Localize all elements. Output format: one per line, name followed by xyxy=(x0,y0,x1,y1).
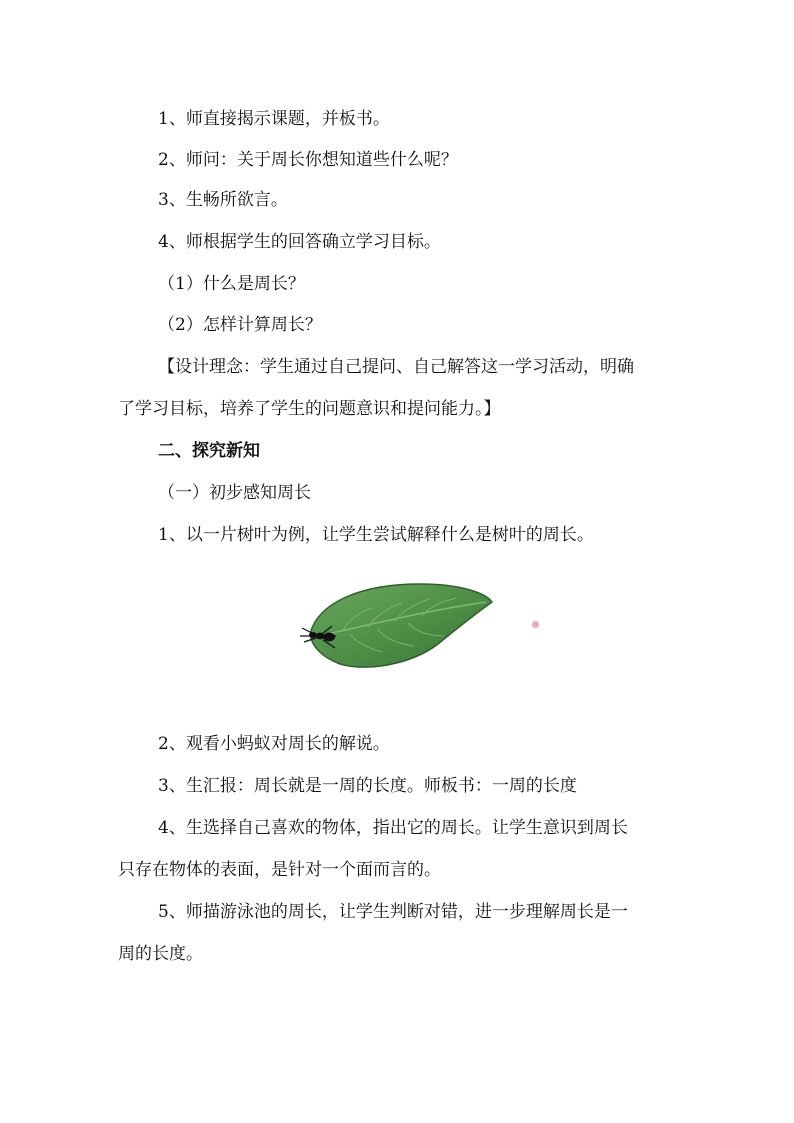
design-concept-line-2: 了学习目标，培养了学生的问题意识和提问能力。】 xyxy=(118,399,501,419)
step-1-text: 1、师直接揭示课题，并板书。 xyxy=(158,109,390,129)
pink-dot-icon xyxy=(531,614,540,623)
leaf-icon xyxy=(290,578,550,678)
step-4-text: 4、师根据学生的回答确立学习目标。 xyxy=(158,232,441,252)
goal-2-text: （2）怎样计算周长？ xyxy=(158,315,322,335)
activity-2-text: 2、观看小蚂蚁对周长的解说。 xyxy=(158,734,390,754)
activity-5-line-1: 5、师描游泳池的周长，让学生判断对错，进一步理解周长是一 xyxy=(158,902,628,922)
activity-4-line-1: 4、生选择自己喜欢的物体，指出它的周长。让学生意识到周长 xyxy=(158,818,628,838)
step-3-text: 3、生畅所欲言。 xyxy=(158,190,288,210)
activity-4-line-2: 只存在物体的表面，是针对一个面而言的。 xyxy=(118,860,441,880)
activity-5-line-2: 周的长度。 xyxy=(118,944,203,964)
goal-1-text: （1）什么是周长？ xyxy=(158,274,305,294)
subsection-heading: （一）初步感知周长 xyxy=(158,483,311,503)
section-heading: 二、探究新知 xyxy=(158,441,260,461)
leaf-with-ant-image xyxy=(290,578,550,678)
design-concept-line-1: 【设计理念：学生通过自己提问、自己解答这一学习活动，明确 xyxy=(158,357,634,377)
activity-3-text: 3、生汇报：周长就是一周的长度。师板书：一周的长度 xyxy=(158,776,577,796)
activity-1-text: 1、以一片树叶为例，让学生尝试解释什么是树叶的周长。 xyxy=(158,525,594,545)
step-2-text: 2、师问：关于周长你想知道些什么呢？ xyxy=(158,150,458,170)
